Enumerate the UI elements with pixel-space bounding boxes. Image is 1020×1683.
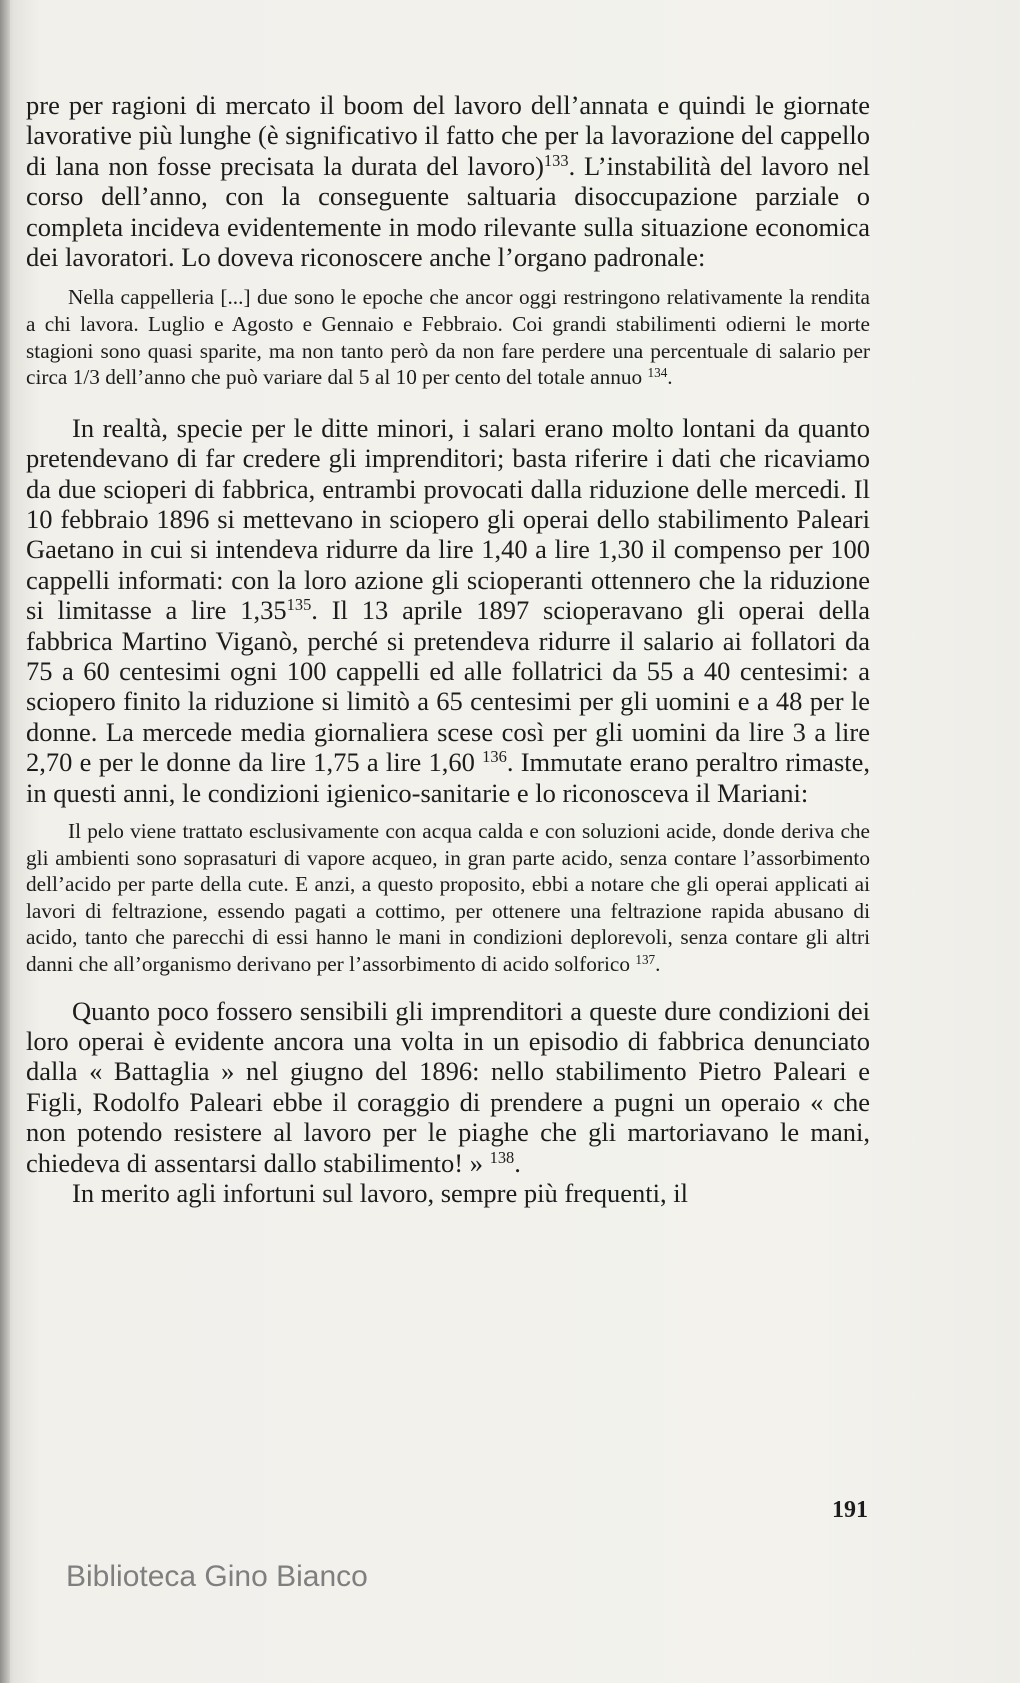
footnote-ref-136: 136 [482, 747, 507, 767]
paragraph-3: Quanto poco fossero sensibili gli imprenditori a queste dure condizioni dei loro operai è evidente ancora una volta in un episodio di fabbrica denunciato dalla « Battaglia » nel giugno del 1896: nello stabilimento Pietro Paleari e Figli, Rodolfo Paleari ebbe il coraggio di prendere a pugni un operaio « che non potendo resistere al lavoro per le piaghe che gli martoriavano le mani, chiedeva di assentarsi dallo stabilimento! » $^{138}$. [26, 995, 870, 1178]
page-number: 191 [832, 1497, 868, 1523]
page-spine-shadow [0, 0, 10, 1683]
library-watermark: Biblioteca Gino Bianco [66, 1560, 368, 1593]
footnote-ref-137: 137 [635, 951, 656, 967]
block-quote-1: Nella cappelleria [...] due sono le epoche che ancor oggi restringono relativamente la rendita a chi lavora. Luglio e Agosto e Gennaio e Febbraio. Coi grandi stabilimenti odierni le morte stagioni sono quasi sparite, ma non tanto però da non fare perdere una percentuale di salario per circa 1/3 dell’anno che può variare dal 5 al 10 per cento del totale annuo $^{134}$. [26, 285, 870, 390]
footnote-ref-133: 133 [543, 150, 569, 170]
block-quote-2: Il pelo viene trattato esclusivamente con acqua calda e con soluzioni acide, donde deriva che gli ambienti sono soprasaturi di vapore acqueo, in gran parte acido, senza contare l’assorbimento dell’acido per parte della cute. E anzi, a questo proposito, ebbi a notare che gli operai applicati ai lavori di feltrazione, essendo pagati a cottimo, per ottenere una feltrazione rapida abusano di acido, tanto che parecchi di essi hanno le mani in condizioni deplorevoli, senza contare gli altri danni che all’organismo derivano per l’assorbimento di acido solforico $^{137}$. [26, 819, 870, 977]
paragraph-1: pre per ragioni di mercato il boom del lavoro dell’annata e quindi le giornate lavorative più lunghe (è significativo il fatto che per la lavorazione del cappello di lana non fosse precisata la durata del lavoro)$^{133}$. L’instabilità del lavoro nel corso dell’anno, con la conseguente saltuaria disoccupazione parziale o completa incideva evidentemente in modo rilevante sulla situazione economica dei lavoratori. Lo doveva riconoscere anche l’organo padronale: [26, 90, 871, 273]
body-text [26, 90, 870, 1209]
footnote-ref-135: 135 [286, 595, 312, 615]
paragraph-2: In realtà, specie per le ditte minori, i salari erano molto lontani da quanto pretendevano di far credere gli imprenditori; basta riferire i dati che ricaviamo da due scioperi di fabbrica, entrambi provocati dalla riduzione delle mercedi. Il 10 febbraio 1896 si mettevano in sciopero gli operai dello stabilimento Paleari Gaetano in cui si intendeva ridurre da lire 1,40 a lire 1,30 il compenso per 100 cappelli informati: con la loro azione gli scioperanti ottennero che la riduzione si limitasse a lire 1,35$^{135}$. Il 13 aprile 1897 scioperavano gli operai della fabbrica Martino Viganò, perché si pretendeva ridurre il salario ai follatori da 75 a 60 centesimi ogni 100 cappelli ed alle follatrici da 55 a 40 centesimi: a sciopero finito la riduzione si limitò a 65 centesimi per gli uomini e a 48 per le donne. La mercede media giornaliera scese così per gli uomini da lire 3 a lire 2,70 e per le donne da lire 1,75 a lire 1,60 $^{136}$. Immutate erano peraltro rimaste, in questi anni, le condizioni igienico-sanitarie e lo riconosceva il Mariani: [26, 412, 871, 808]
footnote-ref-138: 138 [489, 1147, 515, 1167]
footnote-ref-134: 134 [647, 364, 668, 380]
paragraph-4: In merito agli infortuni sul lavoro, sempre più frequenti, il [72, 1178, 688, 1209]
